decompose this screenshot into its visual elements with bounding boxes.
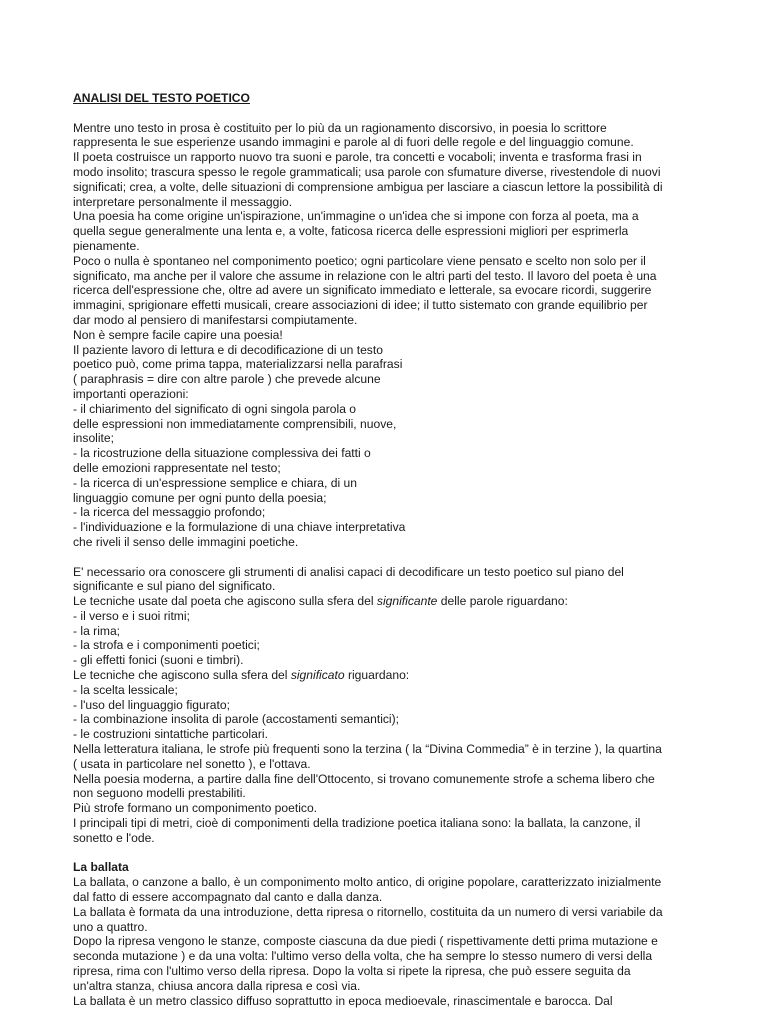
list-item: - il verso e i suoi ritmi; — [73, 608, 190, 623]
significante-term: significante — [376, 594, 438, 609]
list-item: - l'uso del linguaggio figurato; — [73, 697, 230, 712]
text-fragment: delle parole riguardano: — [437, 594, 568, 609]
text-line: poetico può, come prima tappa, materializzarsi nella parafrasi — [73, 357, 403, 372]
text-line: insolite; — [73, 431, 115, 446]
text-line: interpretare personalmente il messaggio. — [73, 194, 293, 209]
document-title: ANALISI DEL TESTO POETICO — [73, 91, 250, 105]
text-line: E' necessario ora conoscere gli strumenti di analisi capaci di decodificare un testo poetico sul piano del — [73, 564, 624, 579]
tools-section — [73, 565, 698, 846]
text-line: delle espressioni non immediatamente comprensibili, nuove, — [73, 416, 397, 431]
text-line: - l'individuazione e la formulazione di una chiave interpretativa — [73, 520, 406, 535]
list-item: - la rima; — [73, 623, 121, 638]
text-line: linguaggio comune per ogni punto della poesia; — [73, 490, 327, 505]
text-line: Il poeta costruisce un rapporto nuovo tra suoni e parole, tra concetti e vocaboli; inventa e trasforma frasi in — [73, 150, 642, 165]
significato-intro — [73, 668, 698, 683]
text-line: I principali tipi di metri, cioè di componimenti della tradizione poetica italiana sono: la ballata, la canzone, il — [73, 816, 641, 831]
text-line: Mentre uno testo in prosa è costituito per lo più da un ragionamento discorsivo, in poesia lo scrittore — [73, 120, 607, 135]
text-line: sonetto e l'ode. — [73, 830, 155, 845]
text-line: quella segue generalmente una lenta e, a volte, faticosa ricerca delle espressioni migliori per esprimerla — [73, 224, 629, 239]
text-line: che riveli il senso delle immagini poetiche. — [73, 534, 299, 549]
ballata-section — [73, 860, 698, 1008]
significato-term: significato — [290, 668, 345, 683]
text-line: ricerca dell'espressione che, oltre ad avere un significato immediato e letterale, sa evocare ricordi, suggerire — [73, 283, 652, 298]
text-line: Una poesia ha come origine un'ispirazione, un'immagine o un'idea che si impone con forza al poeta, ma a — [73, 209, 639, 224]
text-line: un'altra stanza, chiusa ancora dalla ripresa e così via. — [73, 978, 361, 993]
text-line: uno a quattro. — [73, 919, 148, 934]
text-line: delle emozioni rappresentate nel testo; — [73, 460, 281, 475]
text-line: - la ricerca di un'espressione semplice e chiara, di un — [73, 475, 357, 490]
text-line: Nella poesia moderna, a partire dalla fine dell'Ottocento, si trovano comunemente strofe a schema libero che — [73, 771, 655, 786]
text-line: pienamente. — [73, 238, 140, 253]
document-page — [73, 91, 698, 1008]
text-line: ( paraphrasis = dire con altre parole ) che prevede alcune — [73, 372, 381, 387]
text-fragment: Le tecniche che agiscono sulla sfera del — [73, 668, 291, 683]
list-item: - la strofa e i componimenti poetici; — [73, 638, 260, 653]
section-heading: La ballata — [73, 860, 129, 875]
text-line: ( usata in particolare nel sonetto ), e l'ottava. — [73, 756, 311, 771]
text-fragment: riguardano: — [344, 668, 410, 683]
text-line: - la ricerca del messaggio profondo; — [73, 505, 266, 520]
text-line: Più strofe formano un componimento poetico. — [73, 801, 318, 816]
intro-section — [73, 121, 698, 550]
text-line: ripresa, rima con l'ultimo verso della ripresa. Dopo la volta si ripete la ripresa, che può essere seguita da — [73, 964, 631, 979]
text-line: - la ricostruzione della situazione complessiva dei fatti o — [73, 446, 371, 461]
text-line: significante e sul piano del significato. — [73, 579, 276, 594]
list-item: - le costruzioni sintattiche particolari. — [73, 727, 268, 742]
text-line: non seguono modelli prestabiliti. — [73, 786, 246, 801]
list-item: - la combinazione insolita di parole (accostamenti semantici); — [73, 712, 400, 727]
text-line: modo insolito; trascura spesso le regole grammaticali; usa parole con sfumature diverse, rivestendole di nuovi — [73, 164, 661, 179]
text-line: rappresenta le sue esperienze usando immagini e parole al di fuori delle regole e del linguaggio comune. — [73, 135, 634, 150]
list-item: - la scelta lessicale; — [73, 682, 178, 697]
text-line: Il paziente lavoro di lettura e di decodificazione di un testo — [73, 342, 383, 357]
paragraph-gap — [73, 846, 698, 861]
list-item: - gli effetti fonici (suoni e timbri). — [73, 653, 244, 668]
text-line: La ballata è un metro classico diffuso soprattutto in epoca medioevale, rinascimentale e barocca. Dal — [73, 993, 613, 1008]
paragraph-gap — [73, 550, 698, 565]
text-line: Nella letteratura italiana, le strofe più frequenti sono la terzina ( la “Divina Commedia” è in terzine ), la quartina — [73, 742, 662, 757]
text-line: La ballata, o canzone a ballo, è un componimento molto antico, di origine popolare, caratterizzato inizialmente — [73, 875, 662, 890]
text-line: Dopo la ripresa vengono le stanze, composte ciascuna da due piedi ( rispettivamente detti prima mutazione e — [73, 934, 658, 949]
text-line: dar modo al pensiero di manifestarsi compiutamente. — [73, 312, 358, 327]
text-line: importanti operazioni: — [73, 386, 189, 401]
significante-intro — [73, 594, 698, 609]
text-line: significati; crea, a volte, delle situazioni di comprensione ambigua per lasciare a ciascun lettore la possibilità di — [73, 179, 663, 194]
text-line: La ballata è formata da una introduzione, detta ripresa o ritornello, costituita da un numero di versi variabile da — [73, 904, 663, 919]
text-line: Non è sempre facile capire una poesia! — [73, 327, 283, 342]
text-line: immagini, sprigionare effetti musicali, creare associazioni di idee; il tutto sistemato con grande equilibrio per — [73, 298, 648, 313]
text-line: significato, ma anche per il valore che assume in relazione con le altri parti del testo. Il lavoro del poeta è una — [73, 268, 657, 283]
text-line: - il chiarimento del significato di ogni singola parola o — [73, 401, 357, 416]
text-line: Poco o nulla è spontaneo nel componimento poetico; ogni particolare viene pensato e scelto non solo per il — [73, 253, 646, 268]
text-fragment: Le tecniche usate dal poeta che agiscono sulla sfera del — [73, 594, 377, 609]
text-line: dal fatto di essere accompagnato dal canto e dalla danza. — [73, 890, 383, 905]
text-line: seconda mutazione ) e da una volta: l'ultimo verso della volta, che ha sempre lo stesso numero di versi della — [73, 949, 653, 964]
